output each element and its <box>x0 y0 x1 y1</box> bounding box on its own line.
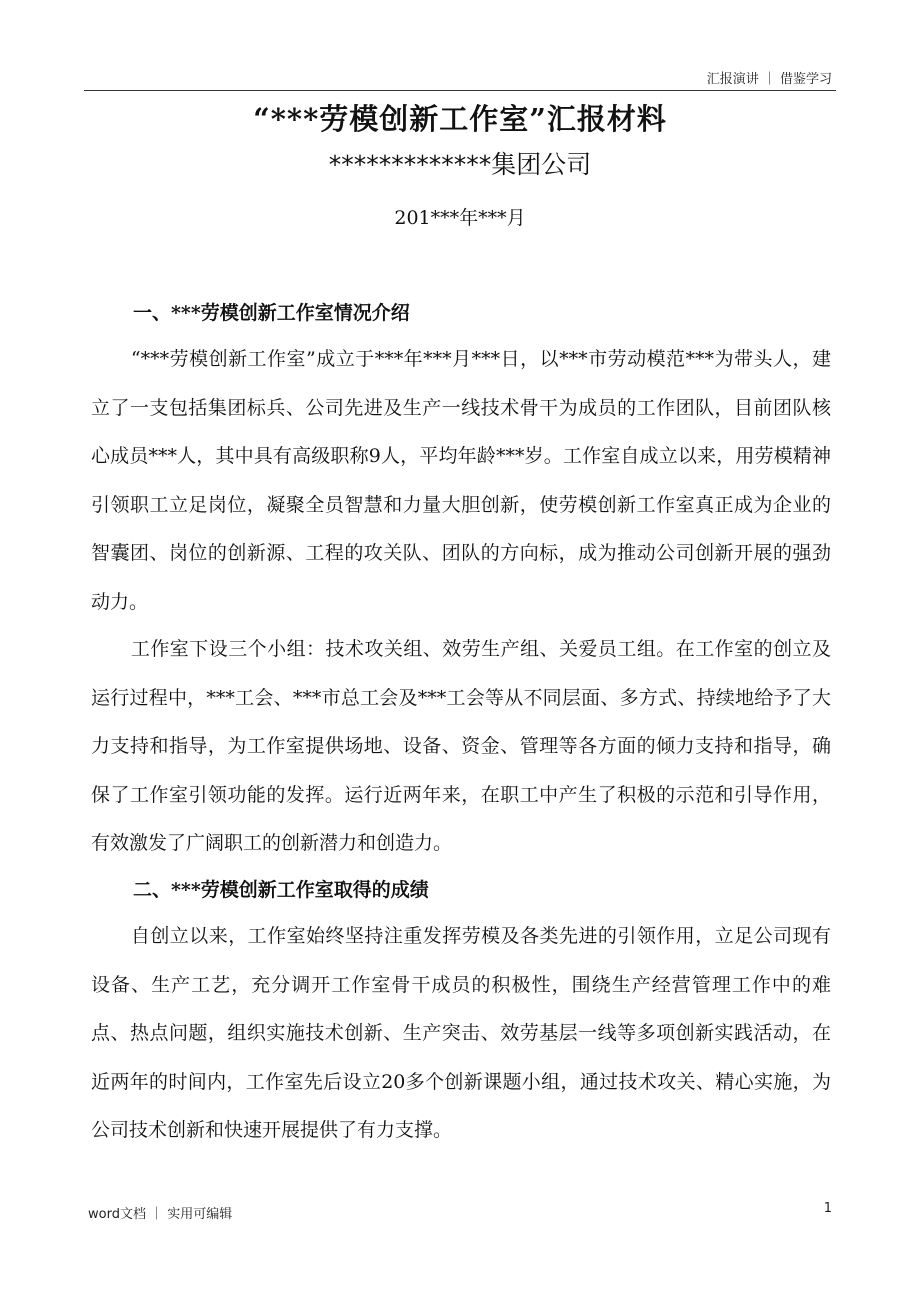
paragraph-2: 工作室下设三个小组：技术攻关组、效劳生产组、关爱员工组。在工作室的创立及运行过程中，***工会、***市总工会及***工会等从不同层面、多方式、持续地给予了大力支持和指导，为工作室提供场地、设备、资金、管理等各方面的倾力支持和指导，确保了工作室引领功能的发挥。运行近两年来，在职工中产生了积极的示范和引导作用，有效激发了广阔职工的创新潜力和创造力。 <box>91 638 831 854</box>
paragraph-1: “***劳模创新工作室”成立于***年***月***日，以***市劳动模范***为带头人，建立了一支包括集团标兵、公司先进及生产一线技术骨干为成员的工作团队，目前团队核心成员***人，其中具有高级职称9人，平均年龄***岁。工作室自成立以来，用劳模精神引领职工立足岗位，凝聚全员智慧和力量大胆创新，使劳模创新工作室真正成为企业的智囊团、岗位的创新源、工程的攻关队、团队的方向标，成为推动公司创新开展的强劲动力。 <box>91 348 831 613</box>
company-name: *************集团公司 <box>328 150 592 179</box>
section-heading-2: 二、***劳模创新工作室取得的成绩 <box>133 879 429 901</box>
footer-note: word文档 ｜ 实用可编辑 <box>88 1207 233 1222</box>
header-note: 汇报演讲 ｜ 借鉴学习 <box>706 72 832 87</box>
page-number: 1 <box>823 1201 832 1216</box>
document-date: 201***年***月 <box>394 207 526 229</box>
section-heading-1: 一、***劳模创新工作室情况介绍 <box>133 302 410 324</box>
paragraph-3: 自创立以来，工作室始终坚持注重发挥劳模及各类先进的引领作用，立足公司现有设备、生产工艺，充分调开工作室骨干成员的积极性，围绕生产经营管理工作中的难点、热点问题，组织实施技术创新、生产突击、效劳基层一线等多项创新实践活动，在近两年的时间内，工作室先后设立20多个创新课题小组，通过技术攻关、精心实施，为公司技术创新和快速开展提供了有力支撑。 <box>91 925 831 1141</box>
document-title: “***劳模创新工作室”汇报材料 <box>253 102 667 136</box>
header-divider <box>84 90 836 91</box>
